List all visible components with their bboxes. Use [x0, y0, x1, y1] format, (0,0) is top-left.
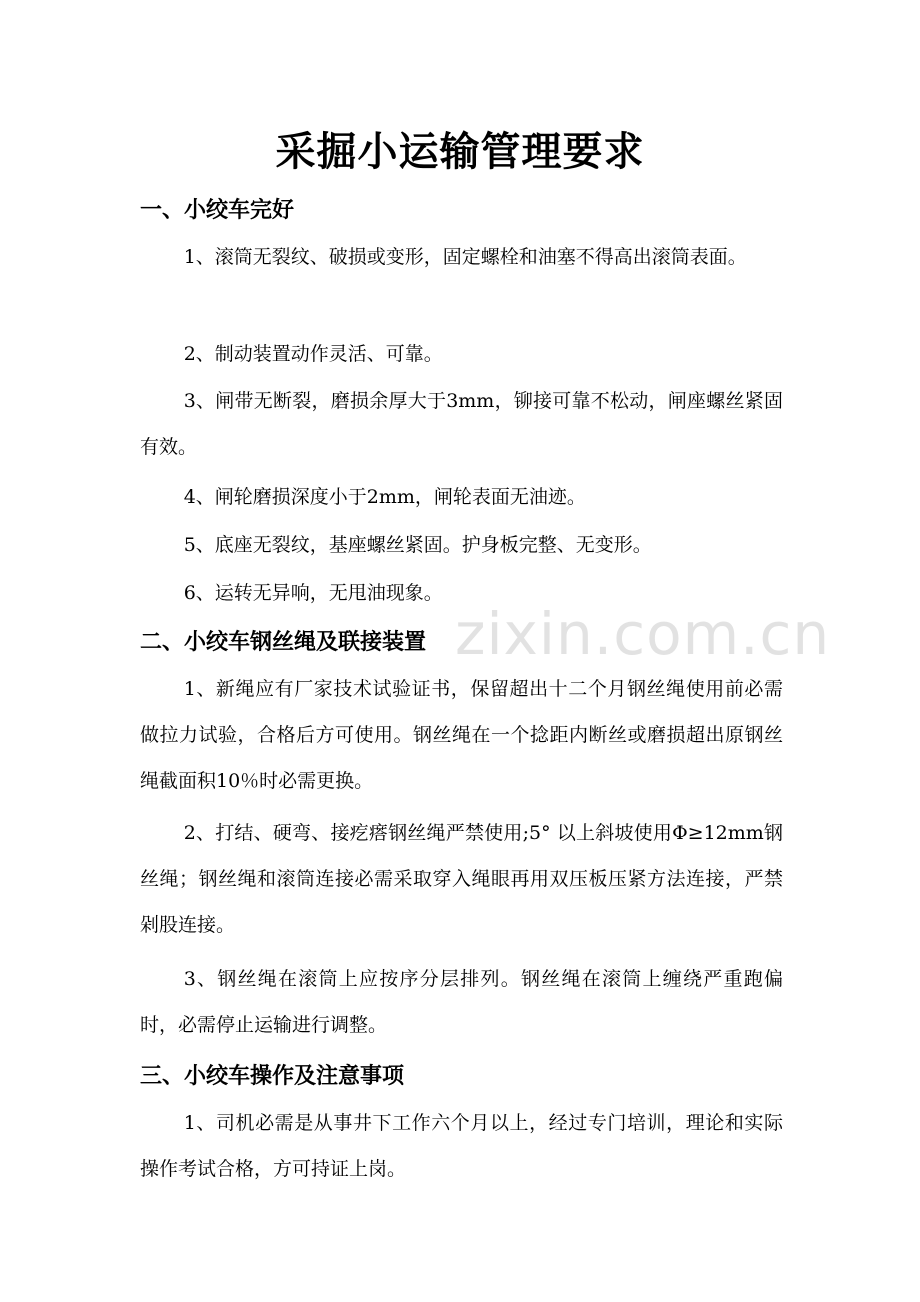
section-2-paragraph-2: 2、打结、硬弯、接疙瘩钢丝绳严禁使用;5° 以上斜坡使用Φ≥12mm钢丝绳；钢丝绳和滚筒连接必需采取穿入绳眼再用双压板压紧方法连接，严禁剁股连接。 [140, 822, 783, 936]
section-2-paragraph-3: 3、钢丝绳在滚筒上应按序分层排列。钢丝绳在滚筒上缠绕严重跑偏时，必需停止运输进行调整。 [140, 968, 783, 1036]
section-1-paragraph-1: 1、滚筒无裂纹、破损或变形，固定螺栓和油塞不得高出滚筒表面。 [183, 246, 747, 268]
section-heading-2: 二、小绞车钢丝绳及联接装置 [140, 629, 427, 655]
section-2-paragraph-1: 1、新绳应有厂家技术试验证书，保留超出十二个月钢丝绳使用前必需做拉力试验，合格后方可使用。钢丝绳在一个捻距内断丝或磨损超出原钢丝绳截面积10％时必需更换。 [140, 678, 783, 792]
section-1-paragraph-4: 4、闸轮磨损深度小于2mm，闸轮表面无油迹。 [183, 486, 586, 508]
section-heading-3: 三、小绞车操作及注意事项 [140, 1063, 405, 1089]
section-heading-1: 一、小绞车完好 [140, 197, 295, 223]
section-1-paragraph-2: 2、制动装置动作灵活、可靠。 [183, 343, 443, 365]
document-title: 采掘小运输管理要求 [275, 128, 645, 175]
section-1-paragraph-5: 5、底座无裂纹，基座螺丝紧固。护身板完整、无变形。 [183, 534, 652, 556]
section-1-paragraph-6: 6、运转无异响，无甩油现象。 [183, 582, 443, 604]
section-3-paragraph-1: 1、司机必需是从事井下工作六个月以上，经过专门培训，理论和实际操作考试合格，方可持证上岗。 [140, 1112, 783, 1180]
section-1-paragraph-3: 3、闸带无断裂，磨损余厚大于3mm，铆接可靠不松动，闸座螺丝紧固有效。 [140, 390, 783, 458]
watermark: zixin.com.cn [455, 600, 831, 668]
